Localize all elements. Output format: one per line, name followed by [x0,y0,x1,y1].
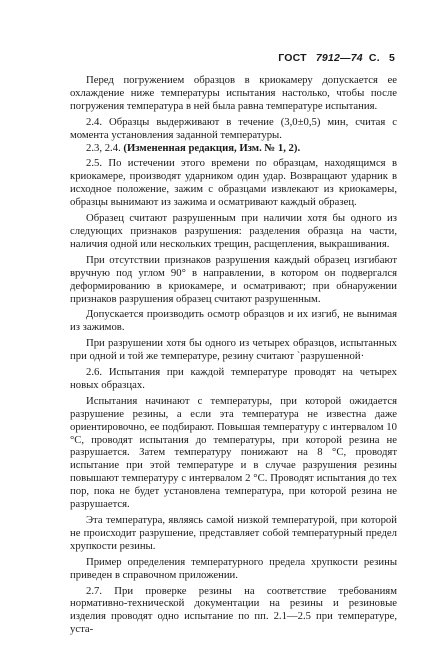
paragraph-2-5: 2.5. По истечении этого времени по образцам, находящимся в криокамере, производят ударником один удар. Возвращают ударник в исходное положение, зажим с образцами извлекают из криокамеры, образцы вынимают из зажима и осматривают каждый образец. [70,157,397,209]
paragraph-failure-criteria: Образец считают разрушенным при наличии хотя бы одного из следующих признаков разрушения: разделения образца на части, наличия одной или нескольких трещин, расщепления, выкрашивания. [70,212,397,250]
paragraph-2-7: 2.7. При проверке резины на соответствие требованиям нормативно-технической документации на резины и резиновые изделия проводят одно испытание по пп. 2.1—2.5 при температуре, уста- [70,584,397,636]
amendment-bold-text: (Измененная редакция, Изм. № 1, 2). [123,141,301,154]
paragraph-inspection-in-clamps: Допускается производить осмотр образцов и их изгиб, не вынимая из зажимов. [70,308,397,334]
paragraph-precooling: Перед погружением образцов в криокамеру допускается ее охлаждение ниже температуры испытания настолько, чтобы после погружения температура в ней была равна температуре испытания. [70,74,397,112]
paragraph-manual-bending: При отсутствии признаков разрушения каждый образец изгибают вручную под углом 90° в направлении, в котором он подвергался деформированию в криокамере, и осматривают; при обнаружении признаков разрушения образец считают разрушенным. [70,253,397,305]
standard-number: 7912—74 [315,52,363,64]
paragraph-temperature-procedure: Испытания начинают с температуры, при которой ожидается разрушение резины, а если эта температура не известна даже ориентировочно, ее подбирают. Повышая температуру с интервалом 10 °С, проводят испытания до температуры, при которой резина не разрушается. Затем температуру понижают на 8 °С, проводят испытание при этой температуре и в случае разрушения резины повышают температуру с интервалом 2 °С. Проводят испытания до тех пор, пока не будет установлена температура, при которой резина не разрушается. [70,394,397,511]
page-label: С. [368,52,380,64]
page-number: 5 [388,52,395,64]
paragraph-brittleness-limit: Эта температура, являясь самой низкой температурой, при которой не происходит разрушение, представляет собой температурный предел хрупкости резины. [70,514,397,552]
standard-label: ГОСТ [278,52,307,64]
paragraph-2-6: 2.6. Испытания при каждой температуре проводят на четырех новых образцах. [70,366,397,391]
document-body [70,74,397,639]
paragraph-example-reference: Пример определения температурного предела хрупкости резины приведен в справочном приложении. [70,555,397,581]
paragraph-failure-rule: При разрушении хотя бы одного из четырех образцов, испытанных при одной и той же температуре, резину считают `разрушенной· [70,337,397,363]
amendment-clauses: 2.3, 2.4. [86,141,121,154]
paragraph-amendment-note [70,142,397,155]
page-header [278,52,395,64]
paragraph-2-4: 2.4. Образцы выдерживают в течение (3,0±0,5) мин, считая с момента установления заданной температуры. [70,115,397,141]
